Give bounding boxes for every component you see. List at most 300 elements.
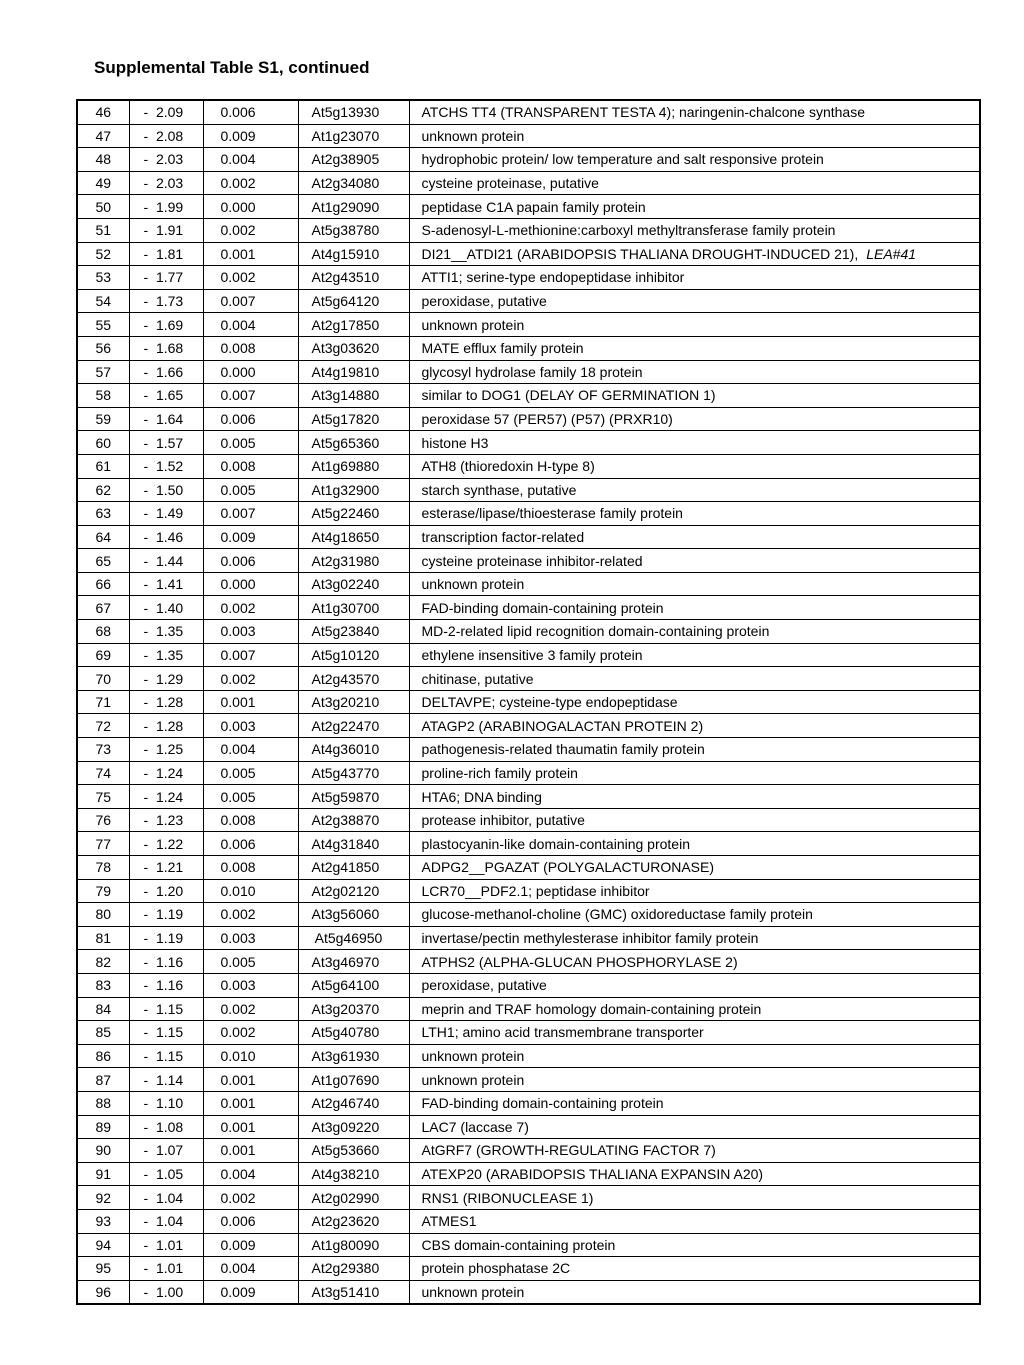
p-value: 0.002 [220, 670, 256, 687]
row-number: 46 [95, 104, 112, 121]
table-row [77, 454, 980, 478]
p-value-cell [203, 950, 298, 974]
gene-description: MATE efflux family protein [421, 340, 584, 357]
gene-description-cell [409, 856, 980, 880]
p-value-cell [203, 360, 298, 384]
locus-id: At4g15910 [311, 245, 380, 262]
p-value-cell [203, 690, 298, 714]
fold-change: - 1.24 [143, 764, 184, 781]
locus-id: At2g38905 [311, 151, 380, 168]
row-number: 55 [95, 316, 112, 333]
fold-change-cell [129, 808, 203, 832]
row-number: 54 [95, 293, 112, 310]
p-value: 0.004 [220, 151, 256, 168]
locus-id-cell [298, 856, 409, 880]
locus-id-cell [298, 596, 409, 620]
p-value: 0.008 [220, 340, 256, 357]
locus-id: At2g43570 [311, 670, 380, 687]
p-value: 0.003 [220, 977, 256, 994]
fold-change: - 1.66 [143, 363, 184, 380]
gene-description: hydrophobic protein/ low temperature and salt responsive protein [421, 151, 824, 168]
locus-id: At2g41850 [311, 859, 380, 876]
row-number: 56 [95, 340, 112, 357]
p-value-cell [203, 808, 298, 832]
row-number-cell [77, 454, 129, 478]
row-number-cell [77, 926, 129, 950]
table-row [77, 667, 980, 691]
row-number-cell [77, 950, 129, 974]
fold-change: - 1.00 [143, 1283, 184, 1300]
p-value: 0.006 [220, 552, 256, 569]
table-row [77, 738, 980, 762]
locus-id-cell [298, 148, 409, 172]
locus-id: At1g30700 [311, 599, 380, 616]
table-row [77, 808, 980, 832]
row-number: 66 [95, 576, 112, 593]
fold-change-cell [129, 360, 203, 384]
p-value: 0.000 [220, 576, 256, 593]
locus-id: At5g10120 [311, 646, 380, 663]
row-number-cell [77, 997, 129, 1021]
gene-description-cell [409, 1115, 980, 1139]
fold-change-cell [129, 1044, 203, 1068]
locus-id: At5g22460 [311, 505, 380, 522]
table-row [77, 171, 980, 195]
p-value-cell [203, 785, 298, 809]
table-row [77, 1257, 980, 1281]
locus-id-cell [298, 973, 409, 997]
gene-description: CBS domain-containing protein [421, 1236, 616, 1253]
fold-change: - 1.04 [143, 1213, 184, 1230]
fold-change: - 1.22 [143, 835, 184, 852]
p-value: 0.006 [220, 1213, 256, 1230]
fold-change-cell [129, 1209, 203, 1233]
row-number-cell [77, 502, 129, 526]
fold-change-cell [129, 218, 203, 242]
p-value: 0.009 [220, 127, 256, 144]
locus-id-cell [298, 549, 409, 573]
locus-id-cell [298, 478, 409, 502]
p-value: 0.001 [220, 1142, 256, 1159]
data-table [76, 99, 981, 1305]
locus-id-cell [298, 454, 409, 478]
fold-change: - 1.19 [143, 930, 184, 947]
row-number: 68 [95, 623, 112, 640]
locus-id: At2g31980 [311, 552, 380, 569]
gene-description-cell [409, 1068, 980, 1092]
row-number-cell [77, 1091, 129, 1115]
row-number: 47 [95, 127, 112, 144]
fold-change: - 1.16 [143, 953, 184, 970]
fold-change: - 1.73 [143, 293, 184, 310]
table-row [77, 690, 980, 714]
fold-change: - 1.05 [143, 1166, 184, 1183]
locus-id-cell [298, 1115, 409, 1139]
p-value: 0.005 [220, 953, 256, 970]
p-value: 0.010 [220, 882, 256, 899]
locus-id: At3g20370 [311, 1000, 380, 1017]
locus-id: At5g53660 [311, 1142, 380, 1159]
locus-id: At5g65360 [311, 434, 380, 451]
fold-change-cell [129, 171, 203, 195]
row-number: 63 [95, 505, 112, 522]
fold-change: - 1.35 [143, 646, 184, 663]
fold-change: - 1.50 [143, 481, 184, 498]
table-row [77, 950, 980, 974]
locus-id-cell [298, 360, 409, 384]
locus-id: At4g36010 [311, 741, 380, 758]
p-value-cell [203, 714, 298, 738]
row-number: 75 [95, 788, 112, 805]
locus-id: At3g20210 [311, 694, 380, 711]
fold-change-cell [129, 1091, 203, 1115]
locus-id: At3g03620 [311, 340, 380, 357]
p-value-cell [203, 903, 298, 927]
gene-description-cell [409, 454, 980, 478]
table-row [77, 407, 980, 431]
p-value-cell [203, 1068, 298, 1092]
row-number-cell [77, 667, 129, 691]
gene-description-cell [409, 714, 980, 738]
locus-id: At1g29090 [311, 198, 380, 215]
gene-description: DELTAVPE; cysteine-type endopeptidase [421, 694, 678, 711]
gene-description: DI21__ATDI21 (ARABIDOPSIS THALIANA DROUGHT-INDUCED 21), [421, 245, 859, 262]
fold-change-cell [129, 950, 203, 974]
locus-id: At2g02990 [311, 1189, 380, 1206]
locus-id-cell [298, 1186, 409, 1210]
table-row [77, 856, 980, 880]
row-number: 85 [95, 1024, 112, 1041]
row-number: 93 [95, 1213, 112, 1230]
row-number: 96 [95, 1283, 112, 1300]
locus-id-cell [298, 879, 409, 903]
locus-id-cell [298, 997, 409, 1021]
gene-description: unknown protein [421, 576, 525, 593]
gene-description-cell [409, 926, 980, 950]
locus-id: At2g29380 [311, 1260, 380, 1277]
locus-id-cell [298, 1068, 409, 1092]
locus-id: At5g23840 [311, 623, 380, 640]
p-value-cell [203, 431, 298, 455]
fold-change-cell [129, 643, 203, 667]
p-value: 0.004 [220, 1260, 256, 1277]
gene-description: AtGRF7 (GROWTH-REGULATING FACTOR 7) [421, 1142, 716, 1159]
fold-change: - 1.44 [143, 552, 184, 569]
p-value: 0.006 [220, 104, 256, 121]
row-number: 50 [95, 198, 112, 215]
fold-change: - 2.09 [143, 104, 184, 121]
fold-change-cell [129, 832, 203, 856]
fold-change-cell [129, 100, 203, 124]
locus-id-cell [298, 1209, 409, 1233]
table-row [77, 124, 980, 148]
fold-change: - 1.49 [143, 505, 184, 522]
p-value: 0.002 [220, 1024, 256, 1041]
fold-change: - 1.91 [143, 222, 184, 239]
gene-description: similar to DOG1 (DELAY OF GERMINATION 1) [421, 387, 716, 404]
table-row [77, 218, 980, 242]
row-number-cell [77, 407, 129, 431]
p-value: 0.001 [220, 1071, 256, 1088]
gene-description: unknown protein [421, 1048, 525, 1065]
fold-change-cell [129, 667, 203, 691]
gene-description-cell [409, 761, 980, 785]
p-value: 0.002 [220, 1000, 256, 1017]
row-number: 84 [95, 1000, 112, 1017]
p-value-cell [203, 525, 298, 549]
locus-id: At1g23070 [311, 127, 380, 144]
gene-description: ATEXP20 (ARABIDOPSIS THALIANA EXPANSIN A20) [421, 1166, 764, 1183]
gene-description: protease inhibitor, putative [421, 812, 585, 829]
row-number-cell [77, 1068, 129, 1092]
locus-id-cell [298, 266, 409, 290]
fold-change-cell [129, 124, 203, 148]
table-row [77, 289, 980, 313]
locus-id-cell [298, 431, 409, 455]
gene-description-cell [409, 596, 980, 620]
table-row [77, 973, 980, 997]
gene-description-cell [409, 218, 980, 242]
row-number-cell [77, 738, 129, 762]
p-value: 0.001 [220, 694, 256, 711]
fold-change: - 1.81 [143, 245, 184, 262]
table-row [77, 360, 980, 384]
table-row [77, 832, 980, 856]
p-value-cell [203, 124, 298, 148]
gene-description-cell [409, 502, 980, 526]
gene-description: ATCHS TT4 (TRANSPARENT TESTA 4); naringenin-chalcone synthase [421, 104, 866, 121]
table-row [77, 266, 980, 290]
table-row [77, 1233, 980, 1257]
gene-description-cell [409, 242, 980, 266]
table-row [77, 148, 980, 172]
gene-description: proline-rich family protein [421, 764, 578, 781]
row-number-cell [77, 1257, 129, 1281]
fold-change: - 1.08 [143, 1118, 184, 1135]
fold-change: - 1.77 [143, 269, 184, 286]
locus-id: At5g64120 [311, 293, 380, 310]
fold-change: - 1.14 [143, 1071, 184, 1088]
p-value: 0.002 [220, 906, 256, 923]
p-value: 0.004 [220, 741, 256, 758]
table-row [77, 1115, 980, 1139]
row-number: 83 [95, 977, 112, 994]
p-value: 0.007 [220, 505, 256, 522]
fold-change: - 1.15 [143, 1048, 184, 1065]
fold-change-cell [129, 1280, 203, 1304]
fold-change-cell [129, 620, 203, 644]
gene-description-cell [409, 336, 980, 360]
p-value-cell [203, 643, 298, 667]
row-number-cell [77, 832, 129, 856]
fold-change: - 1.15 [143, 1000, 184, 1017]
locus-id: At5g43770 [311, 764, 380, 781]
gene-description: LAC7 (laccase 7) [421, 1118, 529, 1135]
table-body [77, 100, 980, 1304]
p-value: 0.008 [220, 458, 256, 475]
fold-change: - 2.03 [143, 175, 184, 192]
row-number-cell [77, 289, 129, 313]
gene-description: plastocyanin-like domain-containing protein [421, 835, 690, 852]
p-value: 0.005 [220, 764, 256, 781]
table-row [77, 100, 980, 124]
fold-change: - 1.19 [143, 906, 184, 923]
row-number-cell [77, 856, 129, 880]
gene-description-cell [409, 195, 980, 219]
locus-id: At3g14880 [311, 387, 380, 404]
p-value-cell [203, 1280, 298, 1304]
p-value-cell [203, 313, 298, 337]
p-value: 0.003 [220, 930, 256, 947]
gene-description: S-adenosyl-L-methionine:carboxyl methyltransferase family protein [421, 222, 836, 239]
p-value-cell [203, 832, 298, 856]
row-number: 62 [95, 481, 112, 498]
row-number: 89 [95, 1118, 112, 1135]
fold-change-cell [129, 242, 203, 266]
gene-description: starch synthase, putative [421, 481, 577, 498]
row-number-cell [77, 1139, 129, 1163]
locus-id: At5g38780 [311, 222, 380, 239]
table-row [77, 926, 980, 950]
gene-description-cell [409, 407, 980, 431]
locus-id-cell [298, 926, 409, 950]
fold-change-cell [129, 1233, 203, 1257]
gene-description: chitinase, putative [421, 670, 534, 687]
p-value-cell [203, 620, 298, 644]
gene-description-italic: LEA#41 [866, 245, 917, 262]
p-value-cell [203, 596, 298, 620]
locus-id-cell [298, 1257, 409, 1281]
gene-description: MD-2-related lipid recognition domain-containing protein [421, 623, 770, 640]
p-value: 0.001 [220, 1095, 256, 1112]
locus-id-cell [298, 242, 409, 266]
locus-id: At5g59870 [311, 788, 380, 805]
p-value: 0.009 [220, 528, 256, 545]
row-number: 59 [95, 411, 112, 428]
gene-description: ATMES1 [421, 1213, 477, 1230]
p-value: 0.006 [220, 411, 256, 428]
fold-change-cell [129, 1186, 203, 1210]
table-row [77, 242, 980, 266]
fold-change-cell [129, 431, 203, 455]
locus-id-cell [298, 171, 409, 195]
table-row [77, 620, 980, 644]
gene-description-cell [409, 549, 980, 573]
p-value: 0.002 [220, 175, 256, 192]
gene-description: ethylene insensitive 3 family protein [421, 646, 643, 663]
table-row [77, 1044, 980, 1068]
gene-description-cell [409, 1091, 980, 1115]
table-row [77, 785, 980, 809]
row-number: 67 [95, 599, 112, 616]
locus-id-cell [298, 336, 409, 360]
locus-id-cell [298, 1021, 409, 1045]
fold-change-cell [129, 407, 203, 431]
fold-change: - 1.28 [143, 694, 184, 711]
gene-description: protein phosphatase 2C [421, 1260, 571, 1277]
gene-description: FAD-binding domain-containing protein [421, 599, 664, 616]
locus-id-cell [298, 572, 409, 596]
row-number: 76 [95, 812, 112, 829]
row-number-cell [77, 1021, 129, 1045]
fold-change: - 2.08 [143, 127, 184, 144]
row-number: 71 [95, 694, 112, 711]
fold-change-cell [129, 1257, 203, 1281]
row-number-cell [77, 478, 129, 502]
gene-description: HTA6; DNA binding [421, 788, 542, 805]
p-value: 0.000 [220, 363, 256, 380]
fold-change-cell [129, 596, 203, 620]
fold-change: - 1.16 [143, 977, 184, 994]
row-number: 94 [95, 1236, 112, 1253]
row-number-cell [77, 620, 129, 644]
table-row [77, 525, 980, 549]
p-value-cell [203, 667, 298, 691]
fold-change-cell [129, 478, 203, 502]
gene-description: LTH1; amino acid transmembrane transporter [421, 1024, 704, 1041]
gene-description: transcription factor-related [421, 528, 585, 545]
row-number-cell [77, 1233, 129, 1257]
locus-id-cell [298, 903, 409, 927]
row-number-cell [77, 785, 129, 809]
gene-description-cell [409, 171, 980, 195]
table-row [77, 478, 980, 502]
gene-description-cell [409, 1162, 980, 1186]
p-value-cell [203, 171, 298, 195]
fold-change-cell [129, 926, 203, 950]
gene-description-cell [409, 950, 980, 974]
row-number: 88 [95, 1095, 112, 1112]
row-number-cell [77, 690, 129, 714]
locus-id-cell [298, 195, 409, 219]
p-value-cell [203, 1186, 298, 1210]
p-value: 0.002 [220, 599, 256, 616]
gene-description-cell [409, 1280, 980, 1304]
fold-change: - 1.01 [143, 1236, 184, 1253]
p-value: 0.005 [220, 788, 256, 805]
gene-description-cell [409, 667, 980, 691]
locus-id-cell [298, 1233, 409, 1257]
p-value-cell [203, 502, 298, 526]
table-row [77, 714, 980, 738]
p-value-cell [203, 407, 298, 431]
gene-description-cell [409, 690, 980, 714]
locus-id-cell [298, 1280, 409, 1304]
row-number: 60 [95, 434, 112, 451]
locus-id-cell [298, 407, 409, 431]
fold-change: - 1.65 [143, 387, 184, 404]
fold-change: - 2.03 [143, 151, 184, 168]
locus-id: At1g32900 [311, 481, 380, 498]
row-number: 90 [95, 1142, 112, 1159]
gene-description-cell [409, 360, 980, 384]
gene-description: LCR70__PDF2.1; peptidase inhibitor [421, 882, 650, 899]
locus-id: At2g22470 [311, 717, 380, 734]
p-value-cell [203, 1091, 298, 1115]
table-row [77, 195, 980, 219]
row-number: 57 [95, 363, 112, 380]
gene-description-cell [409, 1139, 980, 1163]
gene-description-cell [409, 997, 980, 1021]
table-row [77, 549, 980, 573]
gene-description: esterase/lipase/thioesterase family protein [421, 505, 683, 522]
table-row [77, 997, 980, 1021]
locus-id-cell [298, 525, 409, 549]
row-number-cell [77, 266, 129, 290]
p-value-cell [203, 478, 298, 502]
gene-description-cell [409, 620, 980, 644]
row-number-cell [77, 195, 129, 219]
